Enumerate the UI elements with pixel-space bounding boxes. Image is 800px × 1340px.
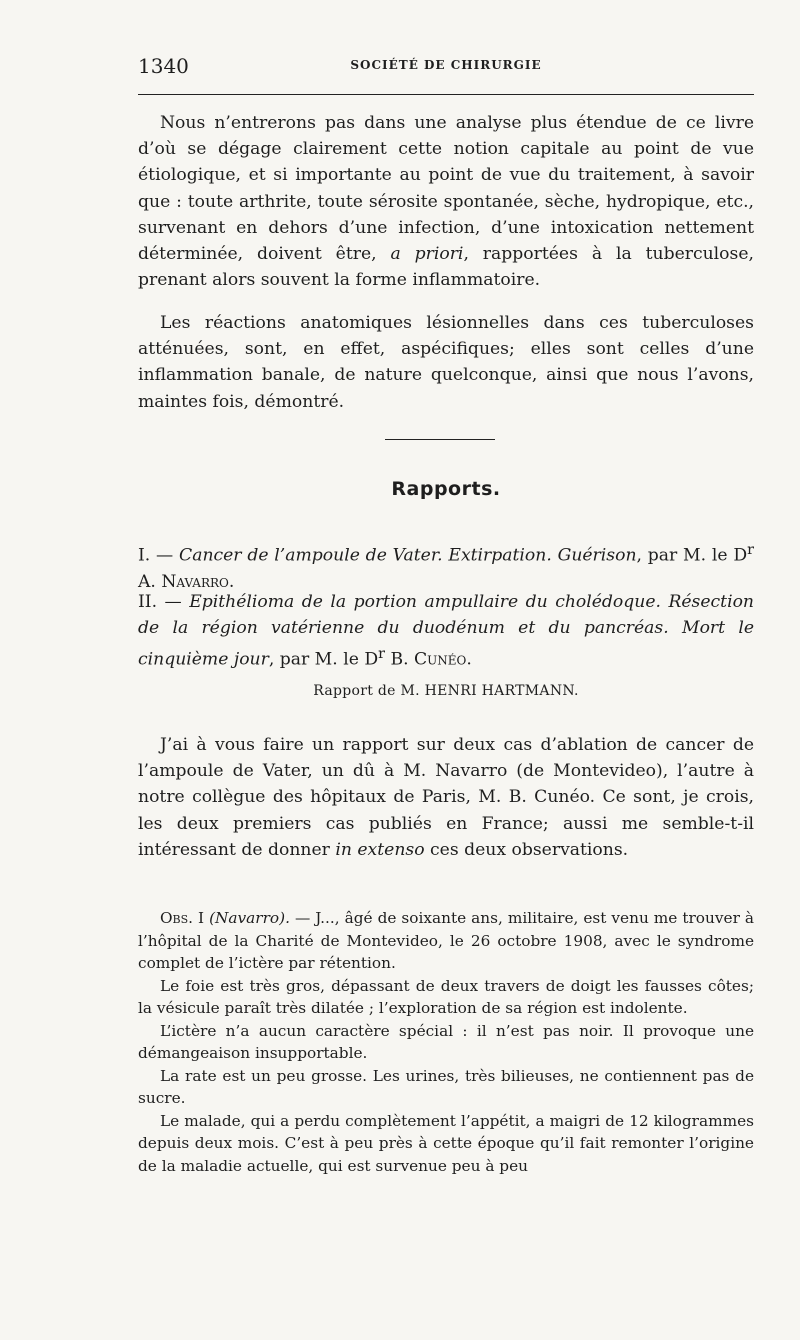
observation-paragraph: Le foie est très gros, dépassant de deux travers de doigt les fausses côtes; la vésicule paraît très dilatée ; l’exploration de sa région est indolente. (138, 976, 754, 1017)
observation-label: Obs. I (160, 909, 205, 927)
item-title: Epithélioma de la portion ampullaire du cholédoque. Résection de la région vatérienne du duodénum et du pancréas. Mort le cinquième jour (138, 592, 754, 670)
observation-text: — J..., âgé de soixante ans, militaire, est venu me trouver à l’hôpital de la Charité de Montevideo, le 26 octobre 1908, avec le syndrome complet de l’ictère par rétention. (138, 909, 754, 972)
item-number: II. — (138, 592, 182, 612)
item-number: I. — (138, 545, 174, 566)
item-sup: r (378, 646, 385, 662)
item-by: , par M. le D (268, 649, 379, 670)
observation-paragraph: L’ictère n’a aucun caractère spécial : il n’est pas noir. Il provoque une démangeaison insupportable. (138, 1021, 754, 1062)
a-priori-italic: a priori (390, 244, 464, 265)
item-author: B. Cunéo (390, 649, 467, 670)
observation-paragraph: Le malade, qui a perdu complètement l’appétit, a maigri de 12 kilogrammes depuis deux mois. C’est à peu près à cette époque qu’il fait remonter l’origine de la maladie actuelle, qui est survenue peu à peu (138, 1111, 754, 1175)
item-sup: r (747, 542, 755, 558)
intro-paragraph-2 (138, 310, 754, 415)
report-text: J’ai à vous faire un rapport sur deux cas d’ablation de cancer de l’ampoule de Vater, un dû à M. Navarro (de Montevideo), l’autre à notre collègue des hôpitaux de Paris, M. B. Cunéo. Ce sont, je crois, les deux premiers cas publiés en France; aussi me semble-t-il intéressant de donner (138, 735, 754, 860)
item-title: Cancer de l’ampoule de Vater. Extirpation. Guérison (179, 545, 637, 566)
rapport-byline: Rapport de M. HENRI HARTMANN. (313, 683, 579, 699)
section-separator (385, 439, 495, 440)
observation-paragraph: La rate est un peu grosse. Les urines, très bilieuses, ne contiennent pas de sucre. (138, 1066, 754, 1107)
page-number: 1340 (138, 54, 189, 78)
report-item-2 (138, 589, 754, 673)
item-end: . (228, 571, 235, 592)
observation-patient: (Navarro). (209, 909, 290, 927)
report-item-1 (138, 537, 754, 595)
intro-paragraph-1 (138, 110, 754, 293)
observation-first-paragraph (138, 907, 754, 975)
report-text-end: ces deux observations. (424, 839, 629, 860)
item-author: A. Navarro (138, 571, 229, 592)
item-by: , par M. le D (636, 545, 748, 566)
item-end: . (466, 649, 472, 670)
intro-text-2: Les réactions anatomiques lésionnelles dans ces tuberculoses atténuées, sont, en effet, aspécifiques; elles sont celles d’une inflammation banale, de nature quelconque, ainsi que nous l’avons, maintes fois, démontré. (138, 313, 754, 412)
intro-text-end: , rapportées à la tuberculose, prenant alors souvent la forme inflammatoire. (138, 244, 754, 291)
page-header (138, 50, 754, 80)
observation-block (138, 907, 754, 1177)
section-title: Rapports. (391, 478, 501, 500)
in-extenso-italic: in extenso (335, 839, 425, 860)
report-paragraph (138, 732, 754, 863)
intro-text: Nous n’entrerons pas dans une analyse plus étendue de ce livre d’où se dégage clairement cette notion capitale au point de vue étiologique, et si importante au point de vue du traitement, à savoir que : toute arthrite, toute sérosite spontanée, sèche, hydropique, etc., survenant en dehors d’une infection, d’une intoxication nettement déterminée, doivent être, (138, 113, 754, 265)
running-title: SOCIÉTÉ DE CHIRURGIE (350, 58, 542, 72)
header-rule (138, 94, 754, 95)
